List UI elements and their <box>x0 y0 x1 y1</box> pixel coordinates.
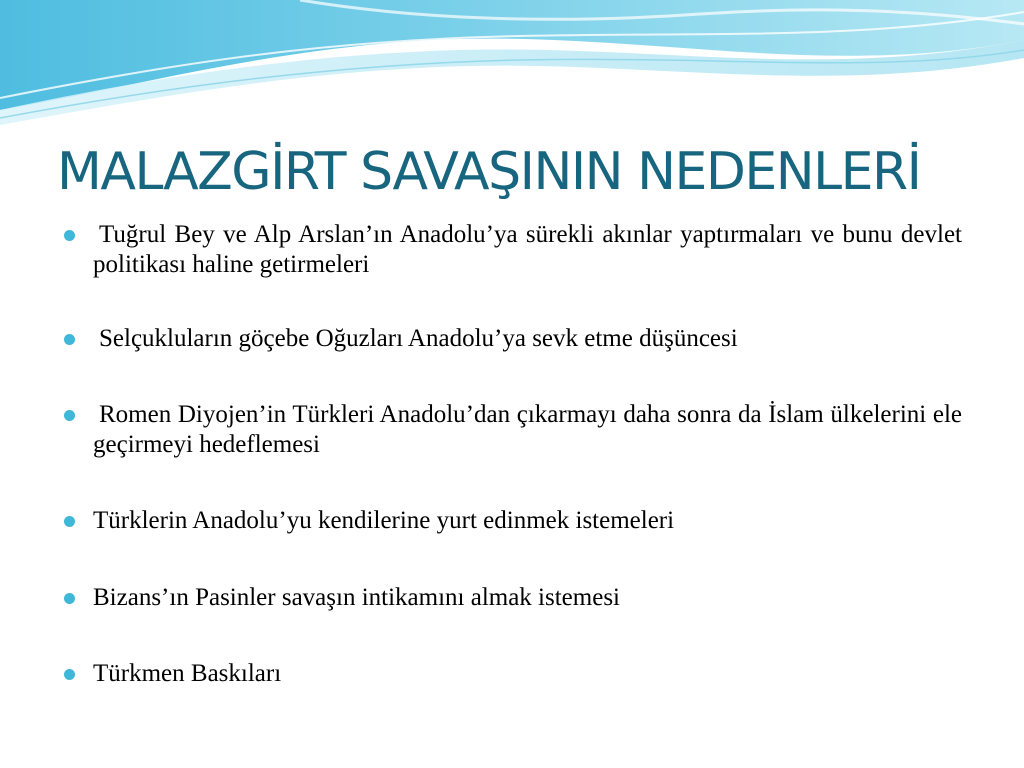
bullet-dot-icon <box>64 410 75 421</box>
bullet-dot-icon <box>64 230 75 241</box>
list-item-text: Tuğrul Bey ve Alp Arslan’ın Anadolu’ya sürekli akınlar yaptırmaları ve bunu devlet politikası haline getirmeleri <box>93 221 962 278</box>
bullet-dot-icon <box>64 593 75 604</box>
list-item <box>62 324 962 354</box>
list-item <box>62 506 962 536</box>
list-item <box>62 659 962 689</box>
list-item-text: Türkmen Baskıları <box>93 660 282 687</box>
bullet-dot-icon <box>64 669 75 680</box>
list-item <box>62 583 962 613</box>
list-item <box>62 220 962 280</box>
slide-title: MALAZGİRT SAVAŞININ NEDENLERİ <box>57 142 921 202</box>
bullet-dot-icon <box>64 334 75 345</box>
list-item-text: Romen Diyojen’in Türkleri Anadolu’dan çıkarmayı daha sonra da İslam ülkelerini ele geçirmeyi hedeflemesi <box>93 401 962 458</box>
header-waves-decoration <box>0 0 1024 130</box>
list-item-text: Türklerin Anadolu’yu kendilerine yurt edinmek istemeleri <box>93 507 675 534</box>
list-item-text: Bizans’ın Pasinler savaşın intikamını almak istemesi <box>93 584 620 611</box>
reasons-list <box>62 220 962 689</box>
list-item-text: Selçukluların göçebe Oğuzları Anadolu’ya sevk etme düşüncesi <box>99 325 738 352</box>
list-item <box>62 400 962 460</box>
bullet-dot-icon <box>64 516 75 527</box>
